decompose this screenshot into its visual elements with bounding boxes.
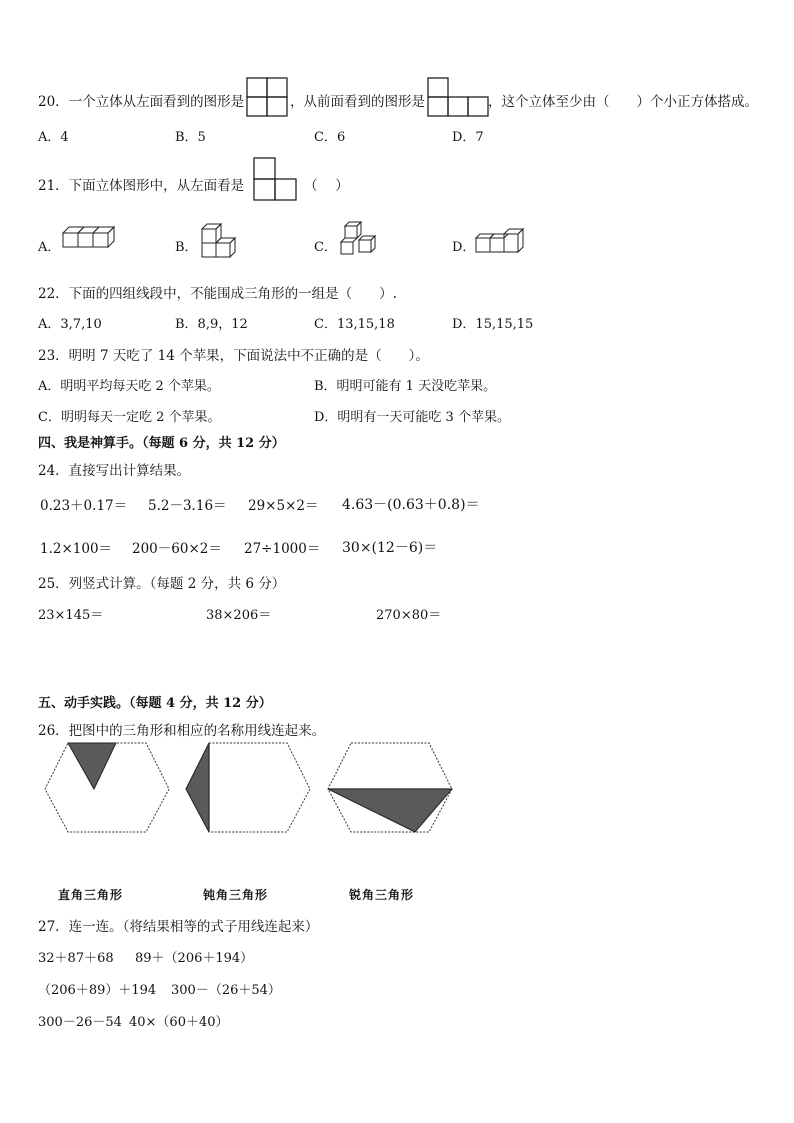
q26-text: 26．把图中的三角形和相应的名称用线连起来。 <box>38 723 326 739</box>
label-obtuse-triangle[interactable]: 钝角三角形 <box>203 888 269 902</box>
q24-expr-1: 0.23＋0.17＝ <box>40 498 128 514</box>
q24-expr-2: 5.2－3.16＝ <box>148 498 227 514</box>
q24-expr-7: 27÷1000＝ <box>244 541 321 557</box>
hexagon-figure-3[interactable] <box>325 740 455 836</box>
q20-text-2: ，从前面看到的图形是 <box>290 94 425 110</box>
q21-option-d-label[interactable]: D． <box>452 240 476 255</box>
q23-option-c[interactable]: C．明明每天一定吃 2 个苹果。 <box>38 410 221 425</box>
hexagon-figure-2[interactable] <box>183 740 313 836</box>
q24-text: 24．直接写出计算结果。 <box>38 463 191 479</box>
q20-front-view-figure <box>427 77 491 117</box>
q21-option-d-cube-figure[interactable] <box>474 226 534 258</box>
q21-option-c-label[interactable]: C． <box>314 240 337 255</box>
q21-option-a-cube-figure[interactable] <box>61 223 117 257</box>
q27-right-expr-2[interactable]: 300－（26＋54） <box>171 983 281 998</box>
q20-option-c[interactable]: C．6 <box>314 130 346 145</box>
q25-item-1: 23×145＝ <box>38 608 104 623</box>
section-4-title: 四、我是神算手。（每题 6 分，共 12 分） <box>38 436 285 451</box>
q20-option-b[interactable]: B．5 <box>175 130 206 145</box>
hexagon-figure-1[interactable] <box>42 740 172 836</box>
q24-expr-6: 200－60×2＝ <box>132 541 222 557</box>
q20-text-3: ，这个立体至少由（ ）个小正方体搭成。 <box>488 94 758 110</box>
section-5-title: 五、动手实践。（每题 4 分，共 12 分） <box>38 696 272 711</box>
q24-expr-4: 4.63－(0.63＋0.8)＝ <box>342 497 480 513</box>
q21-text: 21．下面立体图形中，从左面看是 <box>38 178 245 194</box>
q21-option-b-label[interactable]: B． <box>175 240 198 255</box>
q27-right-expr-3[interactable]: 40×（60＋40） <box>129 1015 229 1030</box>
q27-left-expr-2[interactable]: （206＋89）＋194 <box>38 983 157 998</box>
q21-target-view-figure <box>253 157 299 203</box>
label-right-triangle[interactable]: 直角三角形 <box>58 888 124 902</box>
q27-left-expr-3[interactable]: 300－26－54 <box>38 1015 122 1030</box>
q20-text-1: 一个立体从左面看到的图形是 <box>68 94 245 110</box>
q22-option-a[interactable]: A．3,7,10 <box>38 317 102 332</box>
q23-text: 23．明明 7 天吃了 14 个苹果，下面说法中不正确的是（ ）。 <box>38 348 429 364</box>
q22-option-d[interactable]: D．15,15,15 <box>452 317 534 332</box>
q21-option-a-label[interactable]: A． <box>38 240 61 255</box>
q22-option-c[interactable]: C．13,15,18 <box>314 317 395 332</box>
q20-option-d[interactable]: D．7 <box>452 130 484 145</box>
q25-item-2: 38×206＝ <box>206 608 272 623</box>
q27-text: 27．连一连。（将结果相等的式子用线连起来） <box>38 919 319 935</box>
q20-option-a[interactable]: A．4 <box>38 130 69 145</box>
q24-expr-3: 29×5×2＝ <box>248 498 319 514</box>
q22-option-b[interactable]: B．8,9，12 <box>175 317 248 332</box>
q27-right-expr-1[interactable]: 89＋（206＋194） <box>135 951 254 966</box>
q20-line <box>38 90 244 110</box>
q25-item-3: 270×80＝ <box>376 608 442 623</box>
label-acute-triangle[interactable]: 锐角三角形 <box>349 888 415 902</box>
q20-left-view-figure <box>246 77 290 117</box>
q25-text: 25．列竖式计算。（每题 2 分，共 6 分） <box>38 576 286 592</box>
q20-number: 20． <box>38 94 69 110</box>
q24-expr-5: 1.2×100＝ <box>40 541 113 557</box>
q23-option-b[interactable]: B．明明可能有 1 天没吃苹果。 <box>314 379 497 394</box>
q27-left-expr-1[interactable]: 32＋87＋68 <box>38 951 114 966</box>
q23-option-a[interactable]: A．明明平均每天吃 2 个苹果。 <box>38 379 220 394</box>
q22-text: 22．下面的四组线段中，不能围成三角形的一组是（ ）. <box>38 286 397 302</box>
q21-option-c-cube-figure[interactable] <box>337 220 379 260</box>
q21-option-b-cube-figure[interactable] <box>198 221 244 261</box>
q24-expr-8: 30×(12－6)＝ <box>342 540 438 556</box>
q21-answer-paren[interactable]: （ ） <box>304 178 349 194</box>
q23-option-d[interactable]: D．明明有一天可能吃 3 个苹果。 <box>314 410 510 425</box>
